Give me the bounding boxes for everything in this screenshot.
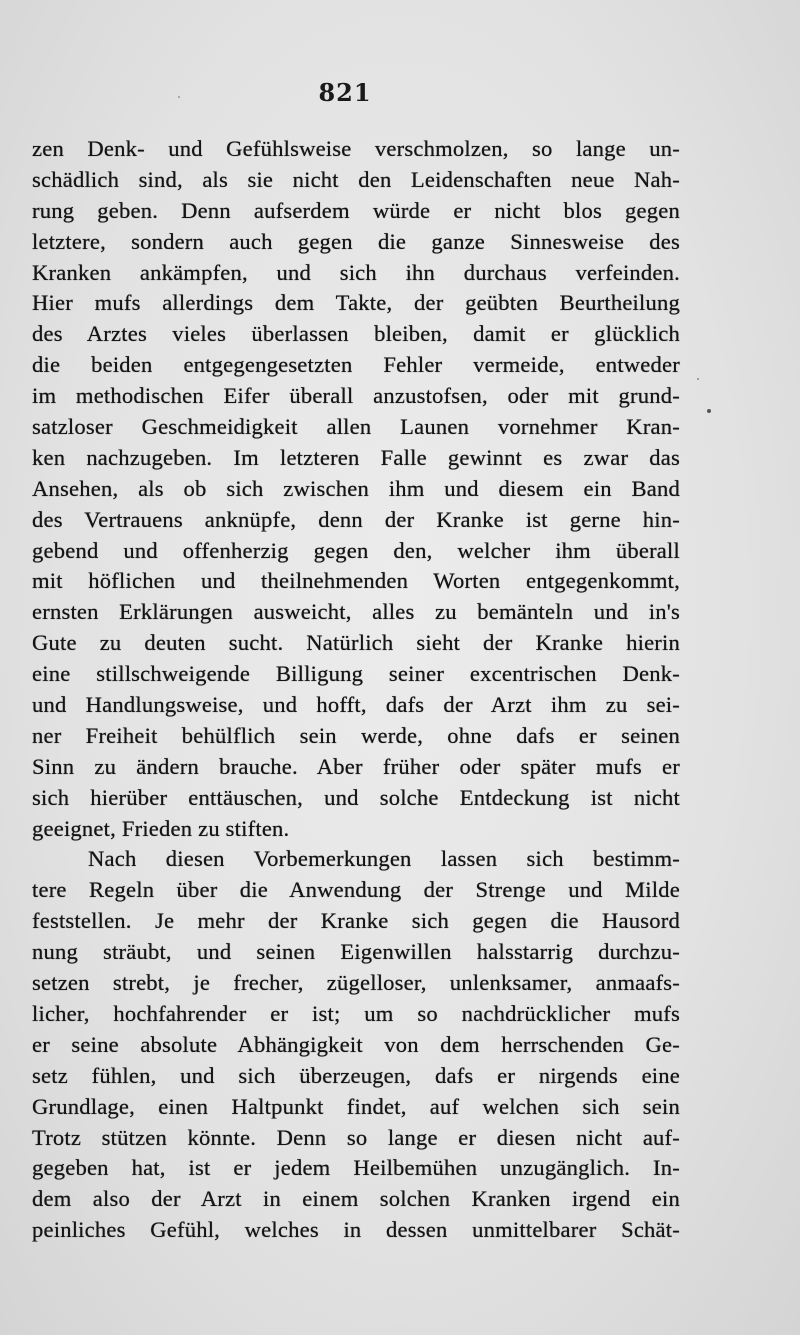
text-line: Kranken ankämpfen, und sich ihn durchaus verfeinden.: [32, 259, 680, 285]
text-line: zen Denk- und Gefühlsweise verschmolzen, so lange un-: [32, 136, 680, 161]
text-line: letztere, sondern auch gegen die ganze Sinnesweise des: [32, 228, 680, 254]
text-line: setz fühlen, und sich überzeugen, dafs er nirgends eine: [32, 1062, 680, 1088]
text-line: licher, hochfahrender er ist; um so nachdrücklicher mufs: [32, 1000, 680, 1026]
body-text: [32, 134, 680, 1246]
text-line: ken nachzugeben. Im letzteren Falle gewinnt es zwar das: [32, 444, 680, 470]
text-line: im methodischen Eifer überall anzustofsen, oder mit grund-: [32, 383, 680, 409]
text-line: tere Regeln über die Anwendung der Strenge und Milde: [32, 877, 680, 903]
text-line: gebend und offenherzig gegen den, welcher ihm überall: [32, 537, 680, 563]
text-line: des Vertrauens anknüpfe, denn der Kranke ist gerne hin-: [32, 506, 680, 532]
text-line: Hier mufs allerdings dem Takte, der geübten Beurtheilung: [32, 290, 680, 316]
text-line: Trotz stützen könnte. Denn so lange er diesen nicht auf-: [32, 1124, 680, 1150]
text-line: Nach diesen Vorbemerkungen lassen sich bestimm-: [88, 846, 680, 872]
paragraph-2: [32, 844, 680, 1246]
paragraph-1: [32, 134, 680, 844]
text-line: Sinn zu ändern brauche. Aber früher oder später mufs er: [32, 753, 680, 779]
text-line: rung geben. Denn aufserdem würde er nicht blos gegen: [32, 197, 680, 223]
text-line: und Handlungsweise, und hofft, dafs der Arzt ihm zu sei-: [32, 692, 680, 718]
text-line: satzloser Geschmeidigkeit allen Launen vornehmer Kran-: [32, 414, 680, 440]
text-line: feststellen. Je mehr der Kranke sich gegen die Hausord: [32, 908, 680, 934]
text-line: ernsten Erklärungen ausweicht, alles zu bemänteln und in's: [32, 599, 680, 625]
text-line: Gute zu deuten sucht. Natürlich sieht der Kranke hierin: [32, 630, 680, 656]
text-line: sich hierüber enttäuschen, und solche Entdeckung ist nicht: [32, 784, 680, 810]
print-speck: [178, 96, 180, 98]
text-line: Ansehen, als ob sich zwischen ihm und diesem ein Band: [32, 475, 680, 501]
text-line: ner Freiheit behülflich sein werde, ohne dafs er seinen: [32, 722, 680, 748]
text-line: nung sträubt, und seinen Eigenwillen halsstarrig durchzu-: [32, 939, 680, 965]
text-line: er seine absolute Abhängigkeit von dem herrschenden Ge-: [32, 1031, 680, 1057]
text-line: setzen strebt, je frecher, zügelloser, unlenksamer, anmaafs-: [32, 970, 680, 996]
text-line: des Arztes vieles überlassen bleiben, damit er glücklich: [32, 321, 680, 347]
page-number: 821: [318, 78, 372, 107]
text-line: peinliches Gefühl, welches in dessen unmittelbarer Schät-: [32, 1217, 680, 1243]
text-line: schädlich sind, als sie nicht den Leidenschaften neue Nah-: [32, 166, 680, 192]
print-speck: [697, 378, 699, 380]
text-line: gegeben hat, ist er jedem Heilbemühen unzugänglich. In-: [32, 1155, 680, 1181]
text-line: Grundlage, einen Haltpunkt findet, auf welchen sich sein: [32, 1093, 680, 1119]
text-line: die beiden entgegengesetzten Fehler vermeide, entweder: [32, 352, 680, 378]
text-line: eine stillschweigende Billigung seiner excentrischen Denk-: [32, 661, 680, 687]
print-speck: [707, 409, 711, 413]
text-line: geeignet, Frieden zu stiften.: [32, 815, 290, 841]
text-line: dem also der Arzt in einem solchen Kranken irgend ein: [32, 1186, 680, 1212]
text-line: mit höflichen und theilnehmenden Worten entgegenkommt,: [32, 568, 680, 594]
